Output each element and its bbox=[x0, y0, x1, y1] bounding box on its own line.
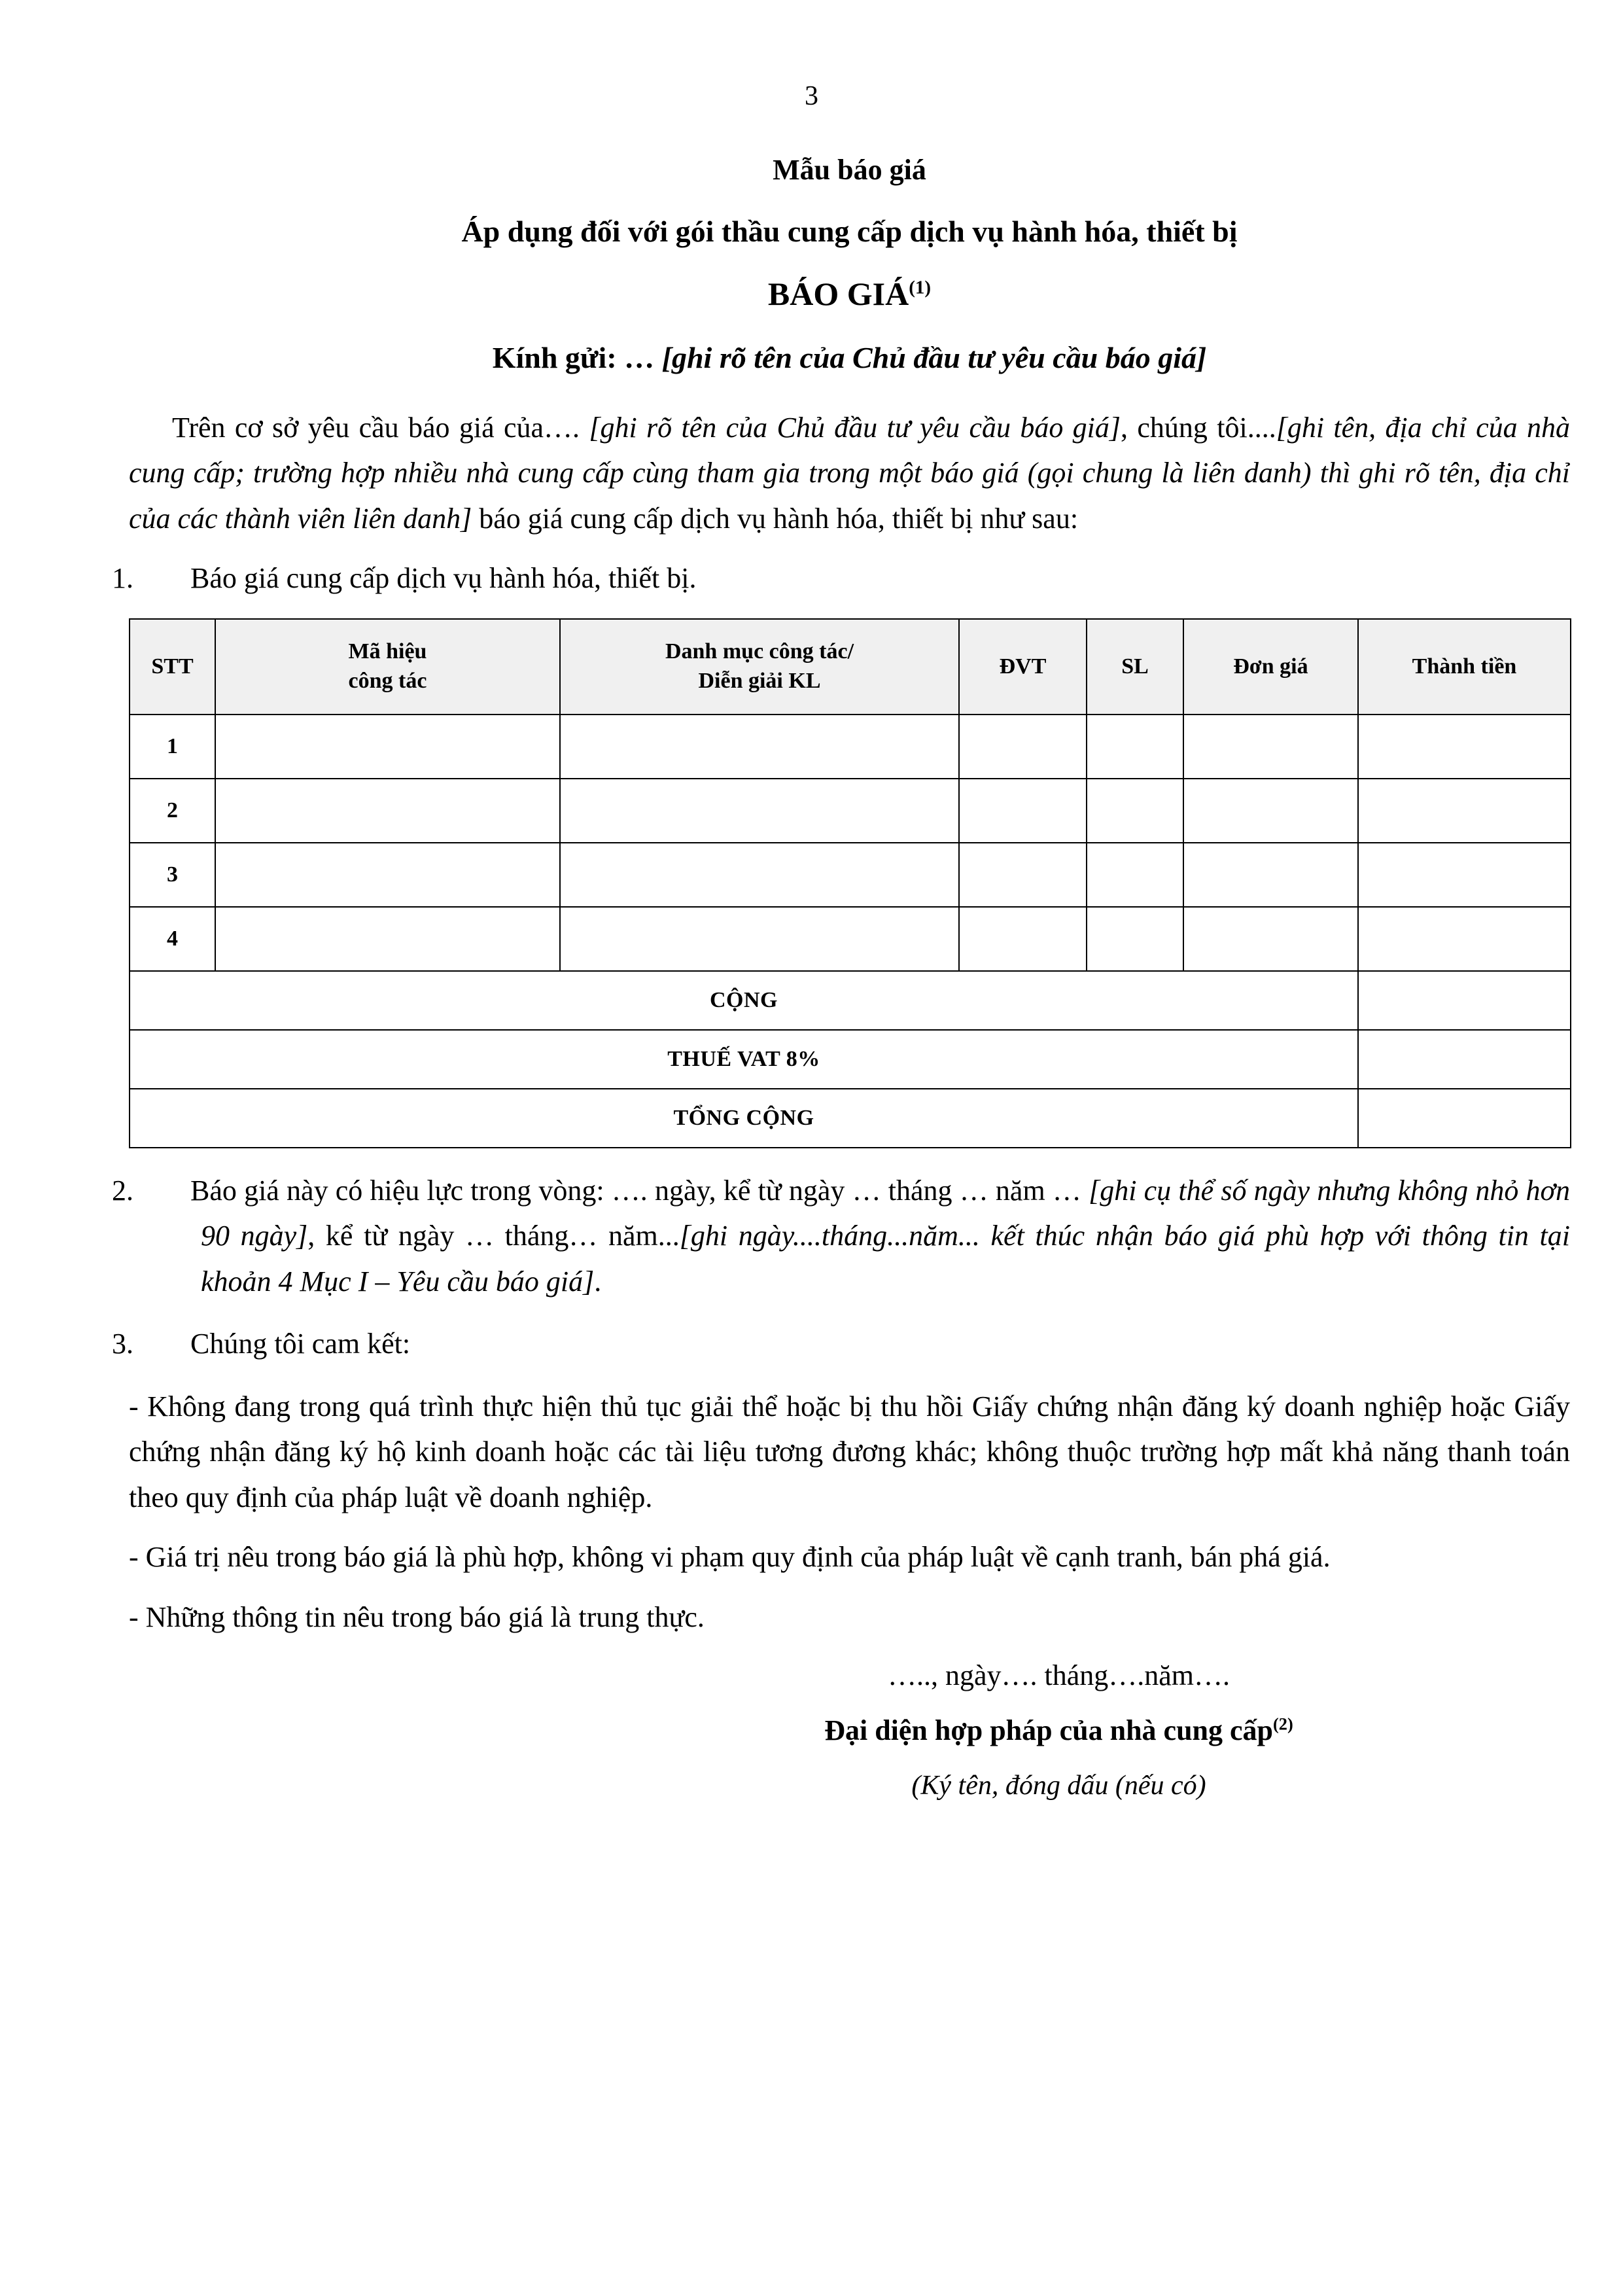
document-title-heading bbox=[129, 273, 1570, 315]
table-summary-row-cong bbox=[130, 971, 1571, 1030]
section-1-text: Báo giá cung cấp dịch vụ hành hóa, thiết bị. bbox=[190, 562, 697, 595]
summary-label-vat: THUẾ VAT 8% bbox=[130, 1030, 1358, 1089]
cell-dvt[interactable] bbox=[959, 843, 1087, 907]
cell-danh-muc[interactable] bbox=[560, 907, 959, 971]
table-row bbox=[130, 907, 1571, 971]
quotation-table-body bbox=[130, 715, 1571, 1148]
col-header-sl-label: SL bbox=[1121, 654, 1149, 679]
signature-instruction-note: (Ký tên, đóng dấu (nếu có) bbox=[911, 1771, 1206, 1801]
section-1-number: 1. bbox=[112, 562, 133, 595]
cell-ma-hieu[interactable] bbox=[215, 779, 560, 843]
col-header-thanh-tien-label: Thành tiền bbox=[1412, 654, 1517, 679]
cell-ma-hieu[interactable] bbox=[215, 715, 560, 779]
table-summary-row-tong-cong bbox=[130, 1089, 1571, 1148]
cell-stt: 4 bbox=[130, 907, 215, 971]
col-header-sl bbox=[1087, 619, 1183, 715]
col-header-stt-label: STT bbox=[151, 654, 194, 679]
col-header-ma-hieu bbox=[215, 619, 560, 715]
title-block bbox=[129, 150, 1570, 379]
intro-part-1: Trên cơ sở yêu cầu báo giá của…. bbox=[172, 411, 589, 444]
signature-title-text: Đại diện hợp pháp của nhà cung cấp bbox=[824, 1714, 1274, 1747]
signature-block bbox=[129, 1654, 1570, 1807]
cell-don-gia[interactable] bbox=[1183, 715, 1358, 779]
addressee-placeholder: [ghi rõ tên của Chủ đầu tư yêu cầu báo giá] bbox=[661, 341, 1207, 375]
summary-value-vat[interactable] bbox=[1358, 1030, 1571, 1089]
cell-danh-muc[interactable] bbox=[560, 779, 959, 843]
col-header-ma-hieu-line1: Mã hiệu bbox=[348, 639, 427, 664]
cell-stt: 3 bbox=[130, 843, 215, 907]
section-2-number: 2. bbox=[112, 1174, 133, 1207]
section-2-part-5: . bbox=[594, 1265, 602, 1298]
col-header-dvt bbox=[959, 619, 1087, 715]
cell-thanh-tien[interactable] bbox=[1358, 843, 1571, 907]
col-header-don-gia-label: Đơn giá bbox=[1233, 654, 1308, 679]
col-header-stt bbox=[130, 619, 215, 715]
intro-part-5: báo giá cung cấp dịch vụ hành hóa, thiết bị như sau: bbox=[472, 502, 1079, 535]
summary-value-tong-cong[interactable] bbox=[1358, 1089, 1571, 1148]
col-header-danh-muc bbox=[560, 619, 959, 715]
quotation-table-head bbox=[130, 619, 1571, 715]
applies-to-heading: Áp dụng đối với gói thầu cung cấp dịch vụ hành hóa, thiết bị bbox=[461, 215, 1238, 249]
document-content bbox=[112, 150, 1571, 1807]
col-header-ma-hieu-line2: công tác bbox=[348, 668, 427, 693]
table-summary-row-vat bbox=[130, 1030, 1571, 1089]
col-header-don-gia bbox=[1183, 619, 1358, 715]
cell-stt: 1 bbox=[130, 715, 215, 779]
signature-date-line: ….., ngày…. tháng….năm…. bbox=[887, 1659, 1230, 1692]
section-2-part-3: , kể từ ngày … tháng… năm... bbox=[307, 1220, 680, 1252]
cell-ma-hieu[interactable] bbox=[215, 843, 560, 907]
section-1-heading bbox=[112, 556, 1570, 601]
cell-danh-muc[interactable] bbox=[560, 715, 959, 779]
table-row bbox=[130, 715, 1571, 779]
col-header-dvt-label: ĐVT bbox=[999, 654, 1047, 679]
table-row bbox=[130, 843, 1571, 907]
addressee-label: Kính gửi: … bbox=[492, 341, 662, 375]
cell-stt: 2 bbox=[130, 779, 215, 843]
cell-dvt[interactable] bbox=[959, 715, 1087, 779]
col-header-danh-muc-line2: Diễn giải KL bbox=[698, 668, 821, 693]
summary-label-cong: CỘNG bbox=[130, 971, 1358, 1030]
section-2-part-1: Báo giá này có hiệu lực trong vòng: …. ngày, kể từ ngày … tháng … năm … bbox=[190, 1174, 1089, 1207]
signature-title bbox=[548, 1709, 1570, 1752]
section-2-part-2-italic: [ghi cụ thể số ngày nhưng không nhỏ hơn 90 ngày] bbox=[201, 1174, 1570, 1252]
commitment-bullet-1: - Không đang trong quá trình thực hiện thủ tục giải thể hoặc bị thu hồi Giấy chứng nhận đăng ký doanh nghiệp hoặc Giấy chứng nhận đăng ký hộ kinh doanh hoặc các tài liệu tương đương khác; không thuộc trường hợp mất khả năng thanh toán theo quy định của pháp luật về doanh nghiệp. bbox=[129, 1390, 1570, 1513]
summary-label-tong-cong: TỔNG CỘNG bbox=[130, 1089, 1358, 1148]
section-2-part-4-italic: [ghi ngày....tháng...năm... kết thúc nhận báo giá phù hợp với thông tin tại khoản 4 Mục I – Yêu cầu báo giá] bbox=[201, 1220, 1571, 1298]
section-3-text: Chúng tôi cam kết: bbox=[190, 1328, 411, 1360]
cell-don-gia[interactable] bbox=[1183, 843, 1358, 907]
document-title-text: BÁO GIÁ bbox=[767, 275, 909, 313]
intro-part-4-italic: [ghi tên, địa chỉ của nhà cung cấp; trường hợp nhiều nhà cung cấp cùng tham gia trong một báo giá (gọi chung là liên danh) thì ghi rõ tên, địa chỉ của các thành viên liên danh] bbox=[129, 411, 1571, 535]
cell-ma-hieu[interactable] bbox=[215, 907, 560, 971]
cell-don-gia[interactable] bbox=[1183, 779, 1358, 843]
col-header-thanh-tien bbox=[1358, 619, 1571, 715]
document-title-footnote-ref: (1) bbox=[909, 277, 932, 298]
cell-danh-muc[interactable] bbox=[560, 843, 959, 907]
cell-sl[interactable] bbox=[1087, 843, 1183, 907]
cell-thanh-tien[interactable] bbox=[1358, 907, 1571, 971]
signature-title-footnote-ref: (2) bbox=[1273, 1714, 1293, 1734]
intro-part-3: , chúng tôi.... bbox=[1121, 411, 1276, 444]
addressee-heading bbox=[129, 338, 1570, 378]
cell-thanh-tien[interactable] bbox=[1358, 779, 1571, 843]
summary-value-cong[interactable] bbox=[1358, 971, 1571, 1030]
cell-dvt[interactable] bbox=[959, 907, 1087, 971]
intro-paragraph bbox=[129, 405, 1570, 542]
quotation-table bbox=[129, 618, 1571, 1148]
cell-don-gia[interactable] bbox=[1183, 907, 1358, 971]
cell-sl[interactable] bbox=[1087, 715, 1183, 779]
section-3-number: 3. bbox=[112, 1328, 133, 1360]
commitment-bullet-3: - Những thông tin nêu trong báo giá là trung thực. bbox=[129, 1600, 705, 1633]
cell-thanh-tien[interactable] bbox=[1358, 715, 1571, 779]
col-header-danh-muc-line1: Danh mục công tác/ bbox=[665, 639, 854, 664]
intro-part-2-italic: [ghi rõ tên của Chủ đầu tư yêu cầu báo giá] bbox=[589, 411, 1121, 444]
cell-sl[interactable] bbox=[1087, 779, 1183, 843]
page-number: 3 bbox=[805, 81, 818, 111]
section-2-paragraph bbox=[112, 1168, 1571, 1305]
form-label-heading: Mẫu báo giá bbox=[773, 154, 926, 186]
table-row bbox=[130, 779, 1571, 843]
commitment-bullet-2: - Giá trị nêu trong báo giá là phù hợp, không vi phạm quy định của pháp luật về cạnh tranh, bán phá giá. bbox=[129, 1541, 1331, 1574]
section-3-heading bbox=[112, 1321, 1570, 1367]
cell-sl[interactable] bbox=[1087, 907, 1183, 971]
cell-dvt[interactable] bbox=[959, 779, 1087, 843]
table-header-row bbox=[130, 619, 1571, 715]
